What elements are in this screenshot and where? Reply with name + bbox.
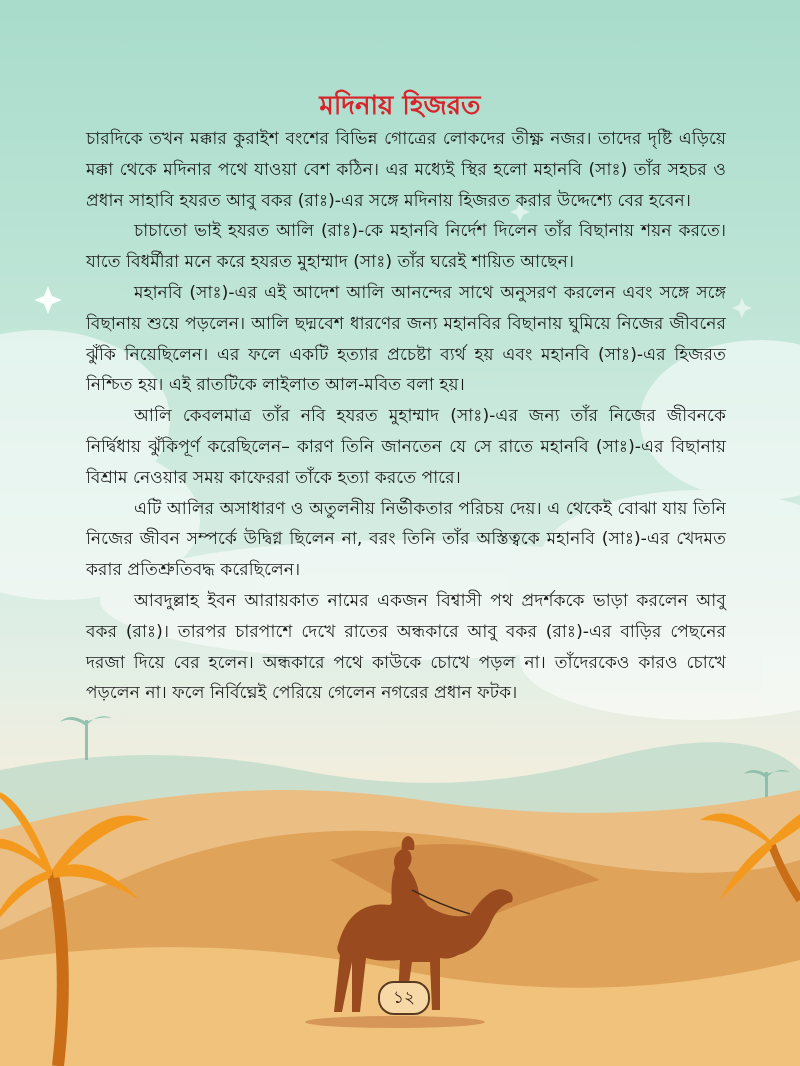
sparkle-icon	[34, 286, 62, 314]
sparkle-icon	[732, 298, 752, 318]
chapter-title: মদিনায় হিজরত	[319, 91, 481, 121]
paragraph: আবদুল্লাহ ইবন আরায়কাত নামের একজন বিশ্বাসী পথ প্রদর্শককে ভাড়া করলেন আবু বকর (রাঃ)। তারপর চারপাশে দেখে রাতের অন্ধকারে আবু বকর (রাঃ)-এর বাড়ির পেছনের দরজা দিয়ে বের হলেন। অন্ধকারে পথে কাউকে চোখে পড়ল না। তাঁদেরকেও কারও চোখে পড়লেন না। ফলে নির্বিঘ্নেই পেরিয়ে গেলেন নগরের প্রধান ফটক।	[86, 590, 726, 704]
chapter-body	[86, 124, 726, 709]
paragraph: আলি কেবলমাত্র তাঁর নবি হযরত মুহাম্মাদ (সাঃ)-এর জন্য তাঁর নিজের জীবনকে নির্দ্বিধায় ঝুঁকিপূর্ণ করেছিলেন– কারণ তিনি জানতেন যে সে রাতে মহানবি (সাঃ)-এর বিছানায় বিশ্রাম নেওয়ার সময় কাফেররা তাঁকে হত্যা করতে পারে।	[86, 406, 726, 488]
paragraph: এটি আলির অসাধারণ ও অতুলনীয় নির্ভীকতার পরিচয় দেয়। এ থেকেই বোঝা যায় তিনি নিজের জীবন সম্পর্কে উদ্বিগ্ন ছিলেন না, বরং তিনি তাঁর অস্তিত্বকে মহানবি (সাঃ)-এর খেদমত করার প্রতিশ্রুতিবদ্ধ করেছিলেন।	[86, 498, 726, 581]
paragraph: চাচাতো ভাই হযরত আলি (রাঃ)-কে মহানবি নির্দেশ দিলেন তাঁর বিছানায় শয়ন করতে। যাতে বিধর্মীরা মনে করে হযরত মুহাম্মাদ (সাঃ) তাঁর ঘরেই শায়িত আছেন।	[86, 221, 726, 273]
paragraph: মহানবি (সাঃ)-এর এই আদেশ আলি আনন্দের সাথে অনুসরণ করলেন এবং সঙ্গে সঙ্গে বিছানায় শুয়ে পড়লেন। আলি ছদ্মবেশ ধারণের জন্য মহানবির বিছানায় ঘুমিয়ে নিজের জীবনের ঝুঁকি নিয়েছিলেন। এর ফলে একটি হত্যার প্রচেষ্টা ব্যর্থ হয় এবং মহানবি (সাঃ)-এর হিজরত নিশ্চিত হয়। এই রাতটিকে লাইলাত আল-মবিত বলা হয়।	[86, 282, 726, 396]
paragraph: চারদিকে তখন মক্কার কুরাইশ বংশের বিভিন্ন গোত্রের লোকদের তীক্ষ্ণ নজর। তাদের দৃষ্টি এড়িয়ে মক্কা থেকে মদিনার পথে যাওয়া বেশ কঠিন। এর মধ্যেই স্থির হলো মহানবি (সাঃ) তাঁর সহচর ও প্রধান সাহাবি হযরত আবু বকর (রাঃ)-এর সঙ্গে মদিনায় হিজরত করার উদ্দেশ্যে বের হবেন।	[86, 129, 726, 211]
page-number-badge: ১২	[378, 981, 430, 1015]
